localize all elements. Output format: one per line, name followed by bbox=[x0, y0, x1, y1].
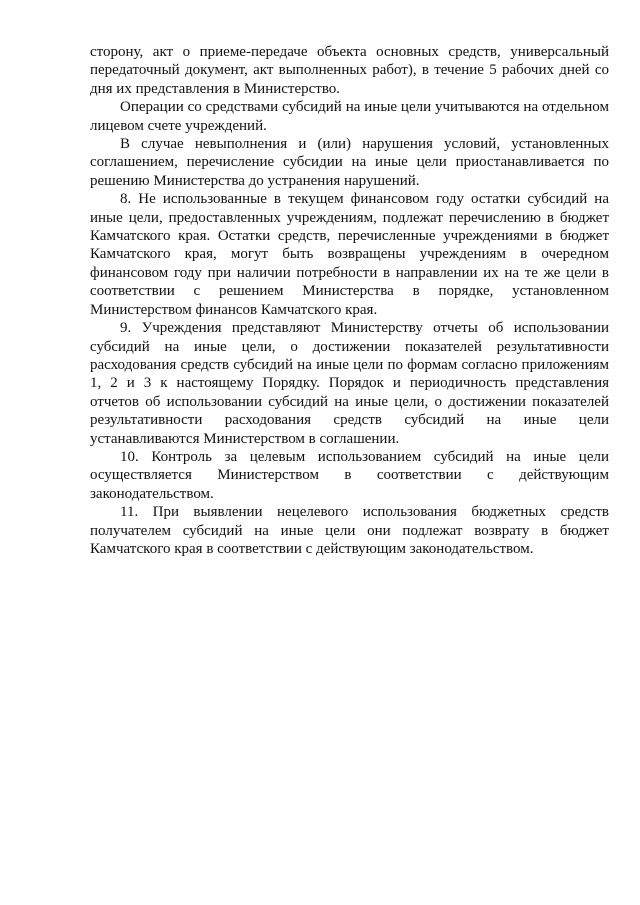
document-body bbox=[90, 43, 609, 558]
paragraph-item-11: 11. При выявлении нецелевого использования бюджетных средств получателем субсидий на иные цели они подлежат возврату в бюджет Камчатского края в соответствии с действующим законодательством. bbox=[90, 504, 609, 557]
paragraph-continuation: сторону, акт о приеме-передаче объекта основных средств, универсальный передаточный документ, акт выполненных работ), в течение 5 рабочих дней со дня их представления в Министерство. bbox=[90, 44, 609, 97]
paragraph-suspension: В случае невыполнения и (или) нарушения условий, установленных соглашением, перечисление субсидии на иные цели приостанавливается по решению Министерства до устранения нарушений. bbox=[90, 136, 609, 189]
paragraph-item-10: 10. Контроль за целевым использованием субсидий на иные цели осуществляется Министерством в соответствии с действующим законодательством. bbox=[90, 448, 609, 502]
paragraph-item-8: 8. Не использованные в текущем финансовом году остатки субсидий на иные цели, предоставленных учреждениям, подлежат перечислению в бюджет Камчатского края. Остатки средств, перечисленные учреждениями в бюджет Камчатского края, могут быть возвращены учреждениям в очередном финансовом году при наличии потребности в направлении их на те же цели в соответствии с решением Министерства в порядке, установленном Министерством финансов Камчатского края. bbox=[90, 191, 609, 318]
paragraph-separate-account: Операции со средствами субсидий на иные цели учитываются на отдельном лицевом счете учреждений. bbox=[90, 99, 609, 134]
paragraph-item-9: 9. Учреждения представляют Министерству отчеты об использовании субсидий на иные цели, о достижении показателей результативности расходования средств субсидий на иные цели по формам согласно приложениям 1, 2 и 3 к настоящему Порядку. Порядок и периодичность представления отчетов об использовании субсидий на иные цели, о достижении показателей результативности расходования средств субсидий на иные цели устанавливаются Министерством в соглашении. bbox=[90, 320, 609, 447]
